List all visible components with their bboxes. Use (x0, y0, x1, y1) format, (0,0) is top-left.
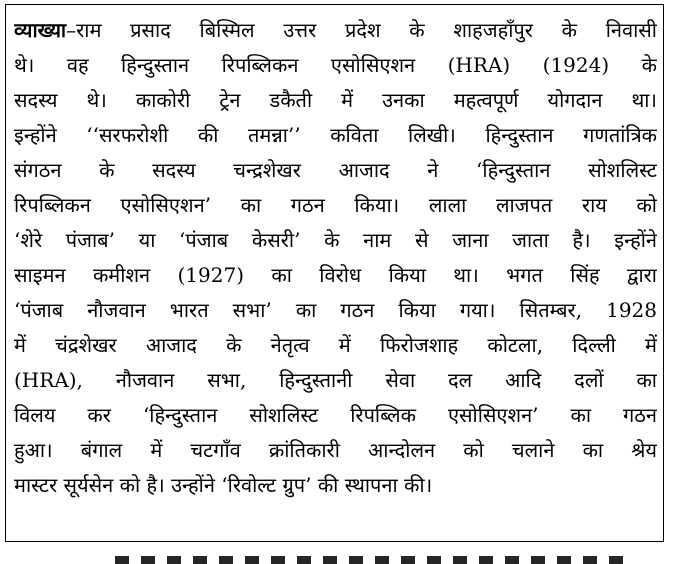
explanation-heading: व्याख्या (14, 18, 67, 42)
next-page-text-fragment (5, 548, 664, 564)
text-line-8: साइमन कमीशन (1927) का विरोध किया था। भगत सिंह द्वारा (14, 263, 657, 287)
text-line-14: मास्टर सूर्यसेन को है। उन्होंने ‘रिवोल्ट ग्रुप’ की स्थापना की। (14, 473, 433, 497)
text-line-1-body: –राम प्रसाद बिस्मिल उत्तर प्रदेश के शाहजहाँपुर के निवासी (66, 18, 657, 42)
text-line-9: ‘पंजाब नौजवान भारत सभा’ का गठन किया गया। सितम्बर, 1928 (14, 298, 657, 322)
text-line-7: ‘शेरे पंजाब’ या ‘पंजाब केसरी’ के नाम से जाना जाता है। इन्होंने (14, 228, 657, 252)
text-line-1 (14, 13, 657, 48)
text-line-2: थे। वह हिन्दुस्तान रिपब्लिकन एसोसिएशन (HRA) (1924) के (14, 53, 657, 77)
explanation-box (5, 4, 664, 542)
text-line-4: इन्होंने ‘‘सरफरोशी की तमन्ना’’ कविता लिखी। हिन्दुस्तान गणतांत्रिक (14, 123, 657, 147)
cropped-text-strip (115, 556, 635, 564)
text-line-13: हुआ। बंगाल में चटगाँव क्रांतिकारी आन्दोलन को चलाने का श्रेय (14, 438, 657, 462)
text-line-5: संगठन के सदस्य चन्द्रशेखर आजाद ने ‘हिन्दुस्तान सोशलिस्ट (14, 158, 657, 182)
text-line-3: सदस्य थे। काकोरी ट्रेन डकैती में उनका महत्वपूर्ण योगदान था। (14, 88, 657, 112)
text-line-11: (HRA), नौजवान सभा, हिन्दुस्तानी सेवा दल आदि दलों का (14, 368, 657, 392)
text-line-6: रिपब्लिकन एसोसिएशन’ का गठन किया। लाला लाजपत राय को (14, 193, 657, 217)
text-line-10: में चंद्रशेखर आजाद के नेतृत्व में फिरोजशाह कोटला, दिल्ली में (14, 333, 657, 357)
text-line-12: विलय कर ‘हिन्दुस्तान सोशलिस्ट रिपब्लिक एसोसिएशन’ का गठन (14, 403, 657, 427)
